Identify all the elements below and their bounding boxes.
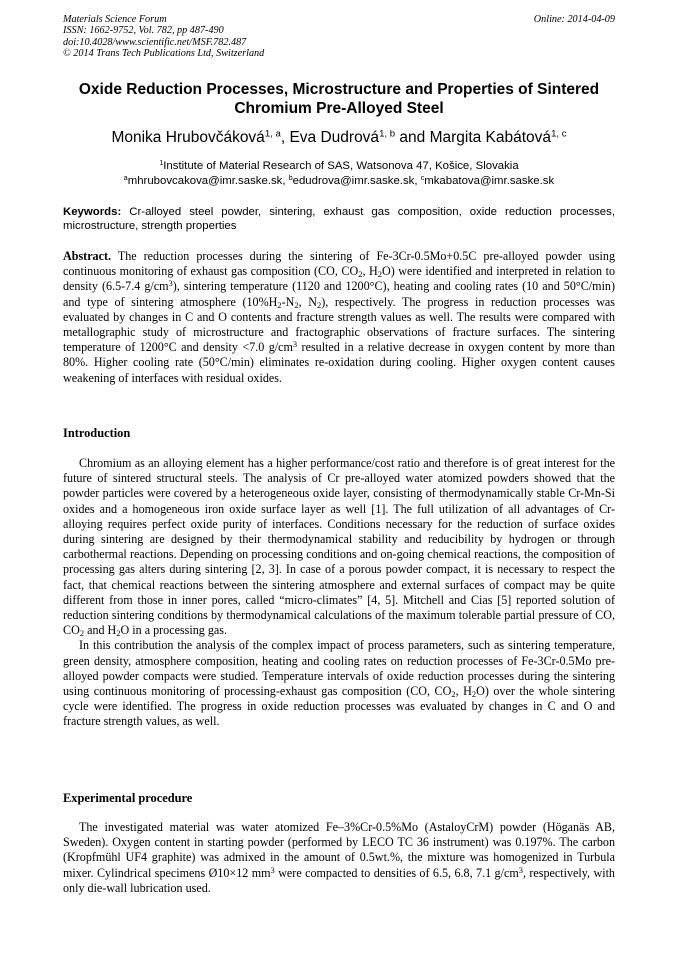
email-mark: a xyxy=(123,174,128,182)
introduction-body xyxy=(63,456,615,730)
affil-mark: 1 xyxy=(159,160,164,168)
author-name: Eva Dudrová xyxy=(289,129,380,146)
email-separator: , xyxy=(282,174,289,187)
email-line xyxy=(30,174,648,189)
author-name: Margita Kabátová xyxy=(429,129,552,146)
affiliation-text: Institute of Material Research of SAS, Watsonova 47, Košice, Slovakia xyxy=(163,160,519,172)
text-run: O in a processing gas. xyxy=(120,623,228,638)
subscript: 2 xyxy=(358,269,363,280)
author-affil-mark: 1, b xyxy=(379,128,396,140)
copyright-line: © 2014 Trans Tech Publications Ltd, Switzerland xyxy=(63,48,265,60)
author-name: Monika Hrubovčáková xyxy=(111,129,265,146)
subscript: 2 xyxy=(377,269,382,280)
journal-header xyxy=(63,14,615,60)
email-address[interactable]: mkabatova@imr.saske.sk xyxy=(424,174,555,187)
paper-title xyxy=(40,80,638,118)
text-run: -N xyxy=(281,294,295,309)
issn-line: ISSN: 1662-9752, Vol. 782, pp 487-490 xyxy=(63,25,224,37)
superscript: 3 xyxy=(270,864,275,875)
abstract-label: Abstract. xyxy=(63,249,112,263)
subscript: 2 xyxy=(277,299,282,310)
paragraph xyxy=(63,638,615,729)
keywords-text: Cr-alloyed steel powder, sintering, exhaust gas composition, oxide reduction processes, microstructure, strength properties xyxy=(63,206,615,233)
text-run: , respectively, with only die-wall lubrication used. xyxy=(63,865,615,895)
author-list xyxy=(30,128,648,148)
email-mark: c xyxy=(420,174,425,182)
text-run: and H xyxy=(84,623,117,638)
text-run: In this contribution the analysis of the complex impact of process parameters, such as sintering temperature, green density, atmosphere composition, heating and cooling rates on reduction processes of Fe-3Cr-0.5Mo pre-alloyed powder compacts were studied. Temperature intervals of oxide reduction processes during the sintering using continuous monitoring of processing-exhaust gas composition (CO, CO xyxy=(63,638,615,699)
subscript: 2 xyxy=(471,689,477,700)
subscript: 2 xyxy=(451,689,456,700)
superscript: 3 xyxy=(168,278,173,289)
superscript: 3 xyxy=(292,338,298,349)
text-run: , H xyxy=(362,264,378,279)
email-separator: , xyxy=(414,174,421,187)
title-line-1: Oxide Reduction Processes, Microstructure and Properties of Sintered xyxy=(78,81,600,98)
author-separator: , xyxy=(280,129,290,146)
author-separator: and xyxy=(395,129,430,146)
title-line-2: Chromium Pre-Alloyed Steel xyxy=(234,100,444,117)
text-run: O) over the whole sintering cycle were identified. The progress in oxide reduction processes was evaluated by changes in C and O and fracture strength values, as well. xyxy=(63,684,616,729)
text-run: , H xyxy=(455,684,472,699)
text-run: were compacted to densities of 6.5, 6.8, 7.1 g/cm xyxy=(274,865,519,880)
abstract-text xyxy=(63,249,615,385)
keywords-block xyxy=(63,205,615,233)
doi-line[interactable]: doi:10.4028/www.scientific.net/MSF.782.487 xyxy=(63,36,247,48)
email-mark: b xyxy=(288,174,293,182)
superscript: 3 xyxy=(518,864,523,875)
subscript: 2 xyxy=(294,299,299,310)
text-run: ), sintering temperature (1120 and 1200°C), heating and cooling rates (10 and 50°C/min) and type of sintering atmosphere (10%H xyxy=(63,279,616,309)
text-run: , N xyxy=(298,294,318,309)
experimental-heading: Experimental procedure xyxy=(63,791,193,805)
keywords-label: Keywords: xyxy=(63,206,122,218)
author-affil-mark: 1, a xyxy=(264,128,281,140)
email-address[interactable]: mhrubovcakova@imr.saske.sk xyxy=(127,174,283,187)
text-run: The reduction processes during the sintering of Fe-3Cr-0.5Mo+0.5C pre-alloyed powder using continuous monitoring of exhaust gas composition (CO, CO xyxy=(63,249,615,279)
paragraph xyxy=(63,820,615,896)
subscript: 2 xyxy=(116,628,121,639)
subscript: 2 xyxy=(79,628,85,639)
subscript: 2 xyxy=(317,299,322,310)
text-run: O) were identified and interpreted in relation to density (6.5-7.4 g/cm xyxy=(63,264,616,294)
online-date: Online: 2014-04-09 xyxy=(533,14,615,25)
email-address[interactable]: edudrova@imr.saske.sk xyxy=(292,174,415,187)
abstract-block xyxy=(63,249,615,386)
affiliation-line xyxy=(30,159,648,174)
experimental-body xyxy=(63,820,615,896)
journal-name: Materials Science Forum xyxy=(63,14,167,25)
introduction-heading: Introduction xyxy=(63,426,131,440)
affiliation-block xyxy=(30,159,648,188)
paragraph xyxy=(63,456,615,638)
text-run: Chromium as an alloying element has a higher performance/cost ratio and therefore is of great interest for the future of sintered structural steels. The analysis of Cr pre-alloyed water atomized powders showed that the powder particles were covered by a heterogeneous oxide layer, consisting of thermodynamically stable Cr-Mn-Si oxides and a homogeneous iron oxide surface layer as well [1]. The full utilization of all advantages of Cr-alloying requires perfect oxide purity of interfaces. Conditions necessary for the reduction of surface oxides during sintering are designed by their thermodynamical stability and reducibility by hydrogen or through carbothermal reactions. Depending on processing conditions and on-going chemical reactions, the composition of processing gas alters during sintering [2, 3]. In case of a porous powder compact, it is necessary to respect the fact, that chemical reactions between the sintering atmosphere and external surfaces of compact may be quite different from those in inner pores, called “micro-climates” [4, 5]. Mitchell and Cias [5] reported solution of reduction sintering conditions by thermodynamical calculations of the maximum tolerable partial pressure of CO, CO xyxy=(63,456,615,638)
text-run: ), respectively. The progress in reduction processes was evaluated by changes in C and O contents and fracture strength values as well. The results were compared with metallographic study of microstructure and fractographic observations of fracture surfaces. The sintering temperature of 1200°C and density <7.0 g/cm xyxy=(63,294,616,355)
text-run: resulted in a relative decrease in oxygen content by more than 80%. Higher cooling rate (50°C/min) eliminates re-oxidation during cooling. Higher oxygen content causes weakening of interfaces with residual oxides. xyxy=(63,340,615,385)
text-run: The investigated material was water atomized Fe–3%Cr-0.5%Mo (AstaloyCrM) powder (Höganäs AB, Sweden). Oxygen content in starting powder (performed by LECO TC 36 instrument) was 0.197%. The carbon (Kropfmühl UF4 graphite) was admixed in the amount of 0.5wt.%, the mixture was homogenized in Turbula mixer. Cylindrical specimens Ø10×12 mm xyxy=(63,820,615,880)
author-affil-mark: 1, c xyxy=(551,128,567,140)
